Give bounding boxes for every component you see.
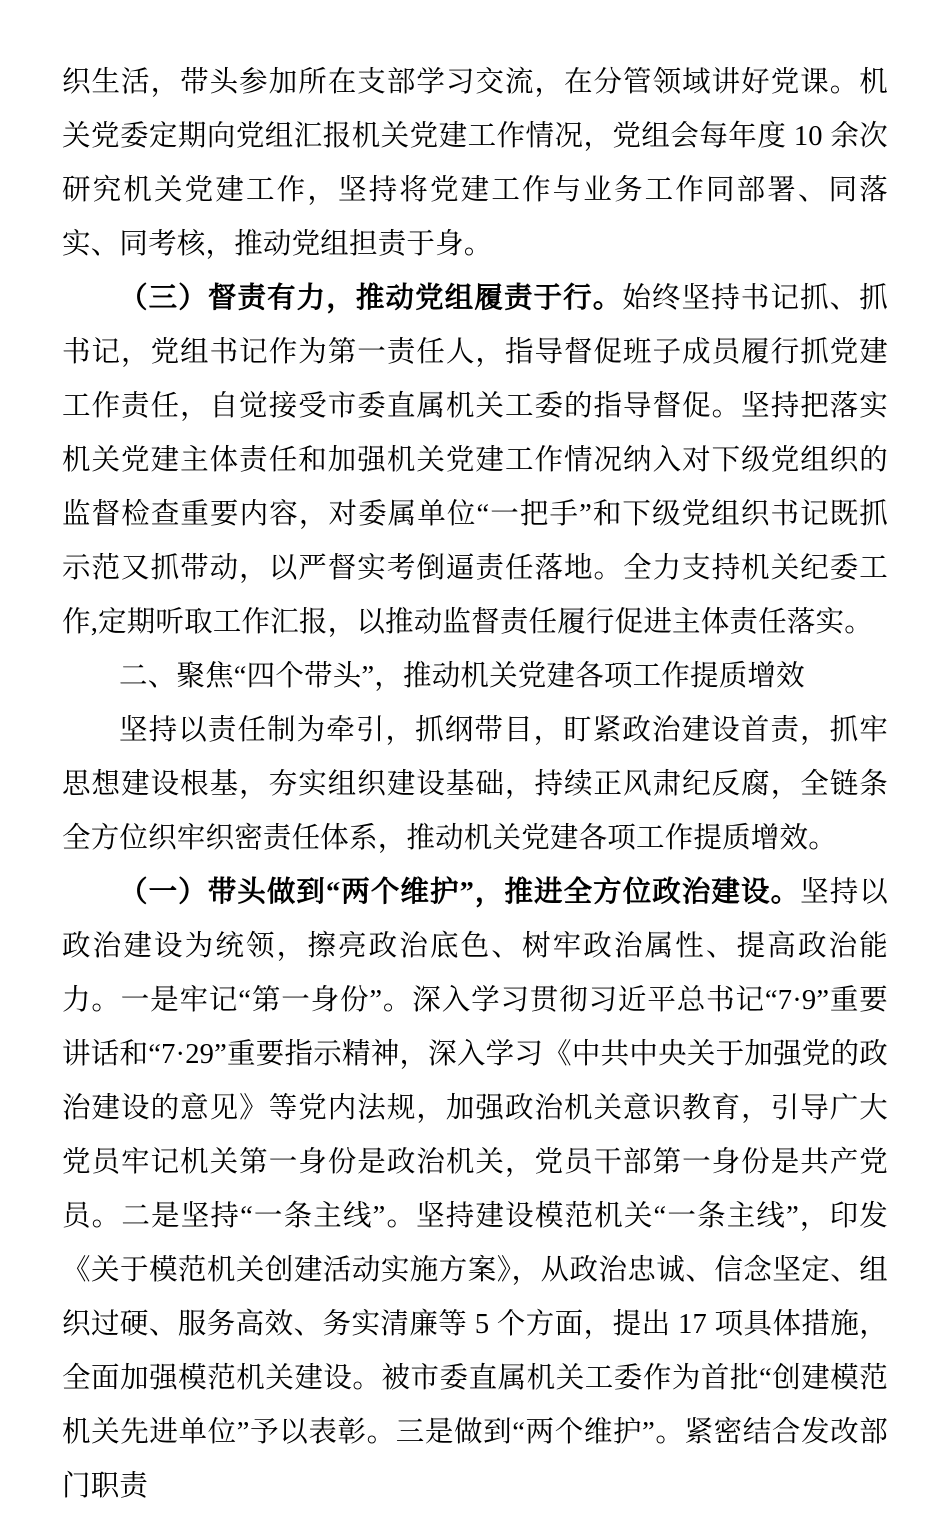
paragraph-2-heading: （三）督责有力，推动党组履责于行。: [119, 283, 623, 314]
paragraph-5-text: 坚持以政治建设为统领，擦亮政治底色、树牢政治属性、提高政治能力。一是牢记“第一身份”。深入学习贯彻习近平总书记“7·9”重要讲话和“7·29”重要指示精神，深入学习《中共中央关于加强党的政治建设的意见》等党内法规，加强政治机关意识教育，引导广大党员牢记机关第一身份是政治机关，党员干部第一身份是共产党员。二是坚持“一条主线”。坚持建设模范机关“一条主线”，印发《关于模范机关创建活动实施方案》，从政治忠诚、信念坚定、组织过硬、服务高效、务实清廉等 5 个方面，提出 17 项具体措施，全面加强模范机关建设。被市委直属机关工委作为首批“创建模范机关先进单位”予以表彰。三是做到“两个维护”。紧密结合发改部门职责: [62, 877, 888, 1502]
paragraph-4: [62, 704, 888, 866]
paragraph-5-heading: （一）带头做到“两个维护”，推进全方位政治建设。: [119, 877, 801, 908]
paragraph-3-text: 二、聚焦“四个带头”，推动机关党建各项工作提质增效: [119, 661, 805, 692]
paragraph-4-text: 坚持以责任制为牵引，抓纲带目，盯紧政治建设首责，抓牢思想建设根基，夯实组织建设基础，持续正风肃纪反腐，全链条全方位织牢织密责任体系，推动机关党建各项工作提质增效。: [62, 715, 888, 854]
paragraph-3-section-heading: [62, 650, 888, 704]
paragraph-2: [62, 272, 888, 650]
paragraph-2-text: 始终坚持书记抓、抓书记，党组书记作为第一责任人，指导督促班子成员履行抓党建工作责任，自觉接受市委直属机关工委的指导督促。坚持把落实机关党建主体责任和加强机关党建工作情况纳入对下级党组织的监督检查重要内容，对委属单位“一把手”和下级党组织书记既抓示范又抓带动，以严督实考倒逼责任落地。全力支持机关纪委工作,定期听取工作汇报，以推动监督责任履行促进主体责任落实。: [62, 283, 888, 638]
document-body: [62, 56, 888, 1514]
paragraph-1-text: 织生活，带头参加所在支部学习交流，在分管领域讲好党课。机关党委定期向党组汇报机关党建工作情况，党组会每年度 10 余次研究机关党建工作，坚持将党建工作与业务工作同部署、同落实、同考核，推动党组担责于身。: [62, 67, 888, 260]
paragraph-5: [62, 866, 888, 1514]
paragraph-1: [62, 56, 888, 272]
